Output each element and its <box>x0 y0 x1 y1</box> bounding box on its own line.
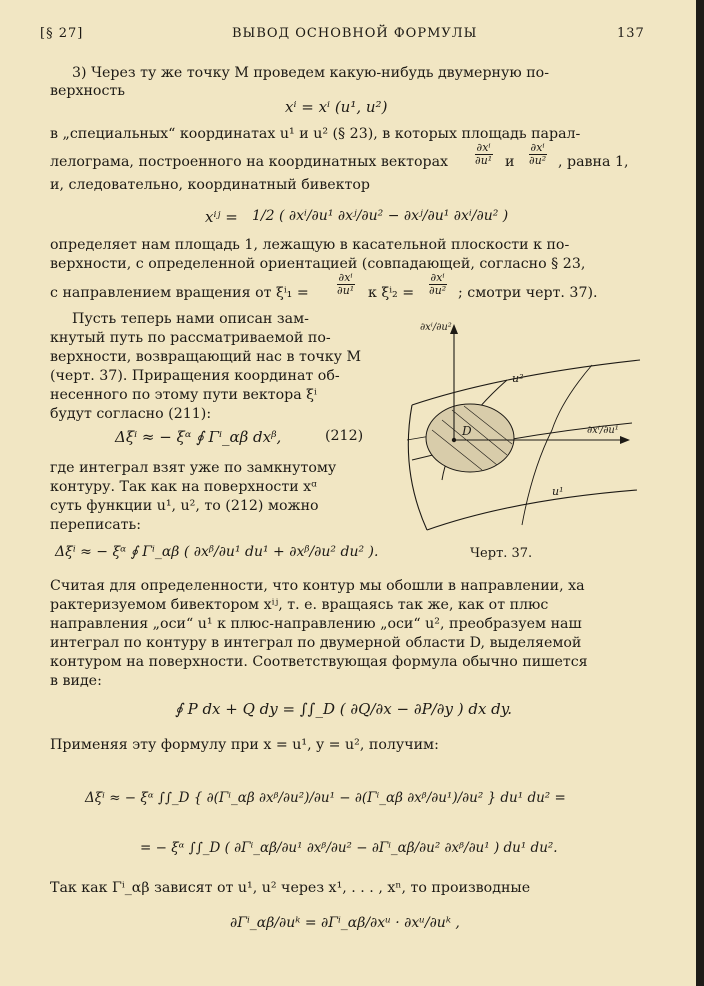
text-line: лелограма, построенного на координатных векторах <box>50 154 449 170</box>
text-line: кнутый путь по рассматриваемой по- <box>50 330 331 346</box>
text-line: контуром на поверхности. Соответствующая формула обычно пишется <box>50 654 588 670</box>
label-dx-du1: ∂xⁱ/∂u¹ <box>587 425 619 436</box>
page-number: 137 <box>617 26 645 41</box>
figure-37 <box>392 320 642 540</box>
label-dx-du2: ∂xⁱ/∂u² <box>420 322 452 333</box>
equation: ∮ P dx + Q dy = ∫∫_D ( ∂Q/∂x − ∂P/∂y ) dx dy. <box>175 700 513 718</box>
equation: = − ξᵅ ∫∫_D ( ∂Γⁱ_αβ/∂u¹ ∂xᵝ/∂u² − ∂Γⁱ_αβ/∂u² ∂xᵝ/∂u¹ ) du¹ du². <box>140 840 558 856</box>
label-u2: u² <box>512 372 524 385</box>
text-line: суть функции u¹, u², то (212) можно <box>50 498 319 514</box>
text-line: Применяя эту формулу при x = u¹, y = u², получим: <box>50 737 439 753</box>
text-line: верхность <box>50 83 125 99</box>
fraction: $\frac{\text{∂xⁱ}}{\text{∂u²}}$ <box>429 271 447 297</box>
text-line: и, следовательно, координатный бивектор <box>50 177 370 193</box>
equation-number: (212) <box>325 428 364 444</box>
text-line: направления „оси“ u¹ к плюс-направлению „оси“ u², преобразуем наш <box>50 616 582 632</box>
equation: xⁱ = xⁱ (u¹, u²) <box>285 98 388 116</box>
text-line: интеграл по контуру в интеграл по двумерной области D, выделяемой <box>50 635 582 651</box>
text-line: несенного по этому пути вектора ξⁱ <box>50 387 317 403</box>
equation: Δξⁱ ≈ − ξᵅ ∮ Γⁱ_αβ ( ∂xᵝ/∂u¹ du¹ + ∂xᵝ/∂u² du² ). <box>55 544 379 560</box>
text-line: 3) Через ту же точку M проведем какую-нибудь двумерную по- <box>72 65 549 81</box>
text-line: переписать: <box>50 517 141 533</box>
text-line: ; смотри черт. 37). <box>458 285 598 301</box>
text-line: где интеграл взят уже по замкнутому <box>50 460 337 476</box>
text-line: в виде: <box>50 673 102 689</box>
equation: ∂Γⁱ_αβ/∂uᵏ = ∂Γⁱ_αβ/∂xᵘ · ∂xᵘ/∂uᵏ , <box>230 915 460 931</box>
fraction: $\frac{\text{∂xⁱ}}{\text{∂u²}}$ <box>529 141 547 167</box>
text-line: Считая для определенности, что контур мы обошли в направлении, ха <box>50 578 585 594</box>
text-word: и <box>505 154 515 170</box>
text-line: рактеризуемом бивектором xⁱʲ, т. е. вращаясь так же, как от плюс <box>50 597 549 613</box>
text-line: с направлением вращения от ξⁱ₁ = <box>50 285 309 301</box>
text-line: Пусть теперь нами описан зам- <box>72 311 309 327</box>
text-line: определяет нам площадь 1, лежащую в касательной плоскости к по- <box>50 237 570 253</box>
text-line: будут согласно (211): <box>50 406 212 422</box>
section-ref: [§ 27] <box>40 26 84 41</box>
text-line: , равна 1, <box>558 154 629 170</box>
label-region-d: D <box>462 424 472 438</box>
figure-caption: Черт. 37. <box>470 546 533 561</box>
equation: Δξⁱ ≈ − ξᵅ ∫∫_D { ∂(Γⁱ_αβ ∂xᵝ/∂u²)/∂u¹ − ∂(Γⁱ_αβ ∂xᵝ/∂u¹)/∂u² } du¹ du² = <box>85 790 566 806</box>
running-title: ВЫВОД ОСНОВНОЙ ФОРМУЛЫ <box>232 26 478 41</box>
text-line: в „специальных“ координатах u¹ и u² (§ 23), в которых площадь парал- <box>50 126 581 142</box>
text-line: к ξⁱ₂ = <box>368 285 415 301</box>
text-line: Так как Γⁱ_αβ зависят от u¹, u² через x¹, . . . , xⁿ, то производные <box>50 880 531 896</box>
text-line: верхности, возвращающий нас в точку M <box>50 349 362 365</box>
text-line: (черт. 37). Приращения координат об- <box>50 368 340 384</box>
text-line: верхности, с определенной ориентацией (совпадающей, согласно § 23, <box>50 256 586 272</box>
equation: Δξⁱ ≈ − ξᵅ ∮ Γⁱ_αβ dxᵝ, <box>115 428 282 446</box>
fraction: $\frac{\text{∂xⁱ}}{\text{∂u¹}}$ <box>475 141 493 167</box>
label-u1: u¹ <box>552 485 564 498</box>
equation: 1/2 ( ∂xⁱ/∂u¹ ∂xʲ/∂u² − ∂xʲ/∂u¹ ∂xⁱ/∂u² ) <box>252 208 509 224</box>
equation-lhs: xⁱʲ = <box>205 208 238 226</box>
fraction: $\frac{\text{∂xⁱ}}{\text{∂u¹}}$ <box>337 271 355 297</box>
text-line: контуру. Так как на поверхности xᵅ <box>50 479 317 495</box>
